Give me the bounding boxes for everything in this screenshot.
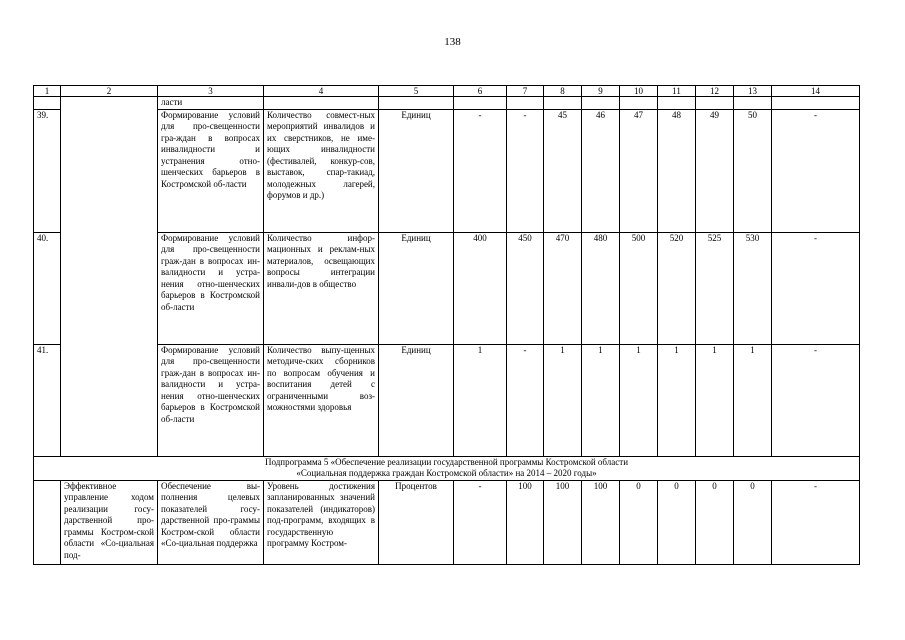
value-cell: 400 [454,232,507,344]
column-number: 12 [696,86,734,97]
unit-cell: Процентов [379,480,454,564]
indicator-cell: Уровень достижения запланированных значений показателей (индикаторов) под-программ, входящих в государственную программу Костром- [264,480,379,564]
value-cell: - [507,109,544,232]
column-number: 4 [264,86,379,97]
column-number: 14 [772,86,860,97]
subprogram-title [34,456,860,480]
column-number: 2 [61,86,158,97]
row-number: 40. [34,232,61,344]
value-cell: 100 [544,480,582,564]
continuation-row [34,97,860,110]
subprogram-title-line: «Социальная поддержка граждан Костромской области» на 2014 – 2020 годы» [296,468,597,478]
merged-goal-cell [61,97,158,457]
value-cell: 1 [454,344,507,456]
indicator-cell: Количество инфор-мационных и реклам-ных материалов, освещающих вопросы интеграции инвали-дов в общество [264,232,379,344]
value-cell: 47 [620,109,658,232]
column-number: 7 [507,86,544,97]
unit-cell: Единиц [379,232,454,344]
value-cell: 530 [734,232,772,344]
row-number: 41. [34,344,61,456]
value-cell: 49 [696,109,734,232]
value-cell: 1 [620,344,658,456]
value-cell: 480 [582,232,620,344]
value-cell: 48 [658,109,696,232]
note-cell: - [772,232,860,344]
value-cell: 100 [507,480,544,564]
value-cell: 46 [582,109,620,232]
note-cell: - [772,344,860,456]
column-number: 8 [544,86,582,97]
column-number: 9 [582,86,620,97]
value-cell: 1 [658,344,696,456]
column-number-row [34,86,860,97]
value-cell: 1 [696,344,734,456]
indicators-table [33,85,860,565]
task-cell: Формирование условий для про-свещенности граж-дан в вопросах ин-валидности и устра-нения отно-шенческих барьеров в Костромской об-ласти [158,232,264,344]
unit-cell: Единиц [379,109,454,232]
value-cell: 100 [582,480,620,564]
table-row [34,109,860,232]
value-cell: 0 [620,480,658,564]
column-number: 10 [620,86,658,97]
value-cell: - [454,480,507,564]
value-cell: 1 [582,344,620,456]
column-number: 13 [734,86,772,97]
subprogram-title-line: Подпрограмма 5 «Обеспечение реализации государственной программы Костромской области [264,456,629,467]
value-cell: 45 [544,109,582,232]
value-cell: 1 [544,344,582,456]
goal-cell: Эффективное управление ходом реализации госу-дарственной про-граммы Костром-ской области «Со-циальная под- [61,480,158,564]
indicator-cell: Количество выпу-щенных методиче-ских сборников по вопросам обучения и воспитания детей с ограниченными воз-можностями здоровья [264,344,379,456]
task-cell: Обеспечение вы-полнения целевых показателей госу-дарственной про-граммы Костром-ской области «Со-циальная поддержка [158,480,264,564]
indicator-cell: Количество совмест-ных мероприятий инвалидов и их сверстников, не име-ющих инвалидности (фестивалей, конкур-сов, выставок, спар-такиад, молодежных лагерей, форумов и др.) [264,109,379,232]
table-row [34,480,860,564]
note-cell: - [772,480,860,564]
value-cell: - [507,344,544,456]
table-row [34,232,860,344]
column-number: 5 [379,86,454,97]
unit-cell: Единиц [379,344,454,456]
column-number: 11 [658,86,696,97]
value-cell: 0 [734,480,772,564]
value-cell: 525 [696,232,734,344]
note-cell: - [772,109,860,232]
row-number: 39. [34,109,61,232]
continuation-text: ласти [158,97,264,110]
value-cell: 1 [734,344,772,456]
value-cell: 470 [544,232,582,344]
task-cell: Формирование условий для про-свещенности гра-ждан в вопросах инвалидности и устранения отно-шенческих барьеров в Костромской об-ласти [158,109,264,232]
table-row [34,344,860,456]
task-cell: Формирование условий для про-свещенности граж-дан в вопросах ин-валидности и устра-нения отно-шенческих барьеров в Костромской об-ласти [158,344,264,456]
column-number: 1 [34,86,61,97]
column-number: 3 [158,86,264,97]
subprogram-row [34,456,860,480]
value-cell: 50 [734,109,772,232]
column-number: 6 [454,86,507,97]
value-cell: 520 [658,232,696,344]
value-cell: - [454,109,507,232]
value-cell: 500 [620,232,658,344]
value-cell: 450 [507,232,544,344]
value-cell: 0 [696,480,734,564]
page-number: 138 [444,36,461,48]
value-cell: 0 [658,480,696,564]
